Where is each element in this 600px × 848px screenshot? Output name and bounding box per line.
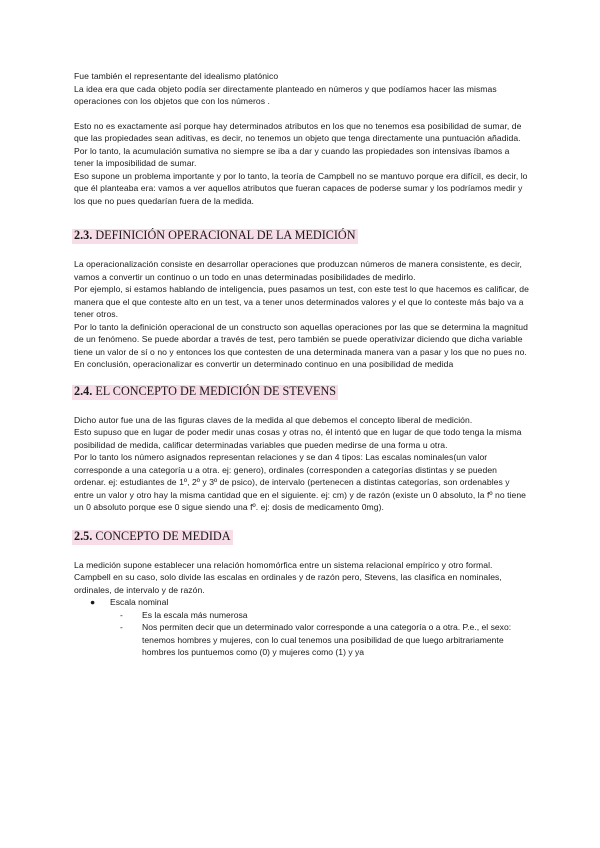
paragraph: La idea era que cada objeto podía ser directamente planteado en números y que podíamos hacer las mismas operaciones con los objetos que con los números . [74, 83, 497, 106]
dash-icon: - [120, 622, 123, 632]
paragraph: Por lo tanto la definición operacional de un constructo son aquellas operaciones por las que se determina la magnitud de un fenómeno. Se puede abordar a través de test, pero también se puede operativizar diciendo que dicha variable tiene un valor de sí o no y entonces los que contesten de una determinada manera van a pasar y los que no pues no. [74, 321, 528, 357]
paragraph: La operacionalización consiste en desarrollar operaciones que produzcan números de manera consistente, es decir, vamos a convertir un continuo o un todo en unas determinadas posibilidades de medirlo. [74, 259, 522, 282]
dash-icon: - [120, 609, 123, 620]
paragraph: Por lo tanto los número asignados representan relaciones y se dan 4 tipos: Las escalas nominales(un valor corresponde a una categoría u a otra. ej: genero), ordinales (corresponden a categorías distintas y se pueden ordenar. ej: estudiantes de 1º, 2º y 3º de psico), de intervalo (pertenecen a distintas categorías, son ordenables y entre un valor y otro hay la misma cantidad que en el siguiente. ej: cm) y de razón (existe un 0 absoluto, la fº no tiene un 0 absoluto porque ese 0 sigue siendo una fº. ej: dosis de medicamento 0mg). [74, 452, 527, 512]
paragraph: Dicho autor fue una de las figuras claves de la medida al que debemos el concepto liberal de medición. [74, 414, 473, 425]
list-item-text: Nos permiten decir que un determinado valor corresponde a una categoría o a otra. P.e., el sexo: tenemos hombres y mujeres, con lo cual tenemos una posibilidad de que luego arbitrariamente hombres los puntuemos como (0) y mujeres como (1) y ya [142, 622, 512, 657]
list-item-text: Escala nominal [110, 597, 169, 607]
paragraph: En conclusión, operacionalizar es convertir un determinado continuo en una posibilidad de medida [74, 359, 454, 369]
list-item-text: Es la escala más numerosa [142, 609, 248, 620]
paragraph: Por ejemplo, si estamos hablando de inteligencia, pues pasamos un test, con este test lo que hacemos es calificar, de manera que el que conteste alto en un test, va a tener unos determinados valores y el que lo conteste más bajo va a tener otros. [74, 284, 529, 319]
list-item [74, 596, 530, 609]
paragraph: Esto supuso que en lugar de poder medir unas cosas y otras no, él intentó que en lugar de que todo tenga la misma posibilidad de medida, calificar determinadas variables que pueden medirse de una forma u otra. [74, 427, 522, 450]
paragraph: Eso supone un problema importante y por lo tanto, la teoría de Campbell no se mantuvo porque era difícil, es decir, lo que él planteaba era: vamos a ver aquellos atributos que fueran capaces de poderse sumar y los podríamos medir y los que no pues quedarían fuera de la medida. [74, 170, 528, 206]
paragraph: Fue también el representante del idealismo platónico [74, 71, 279, 81]
paragraph: La medición supone establecer una relación homomórfica entre un sistema relacional empírico y otro formal. Campbell en su caso, solo divide las escalas en ordinales y de razón pero, Stevens, las clasifica en nominales, ordinales, de intervalo y de razón. [74, 559, 502, 595]
bullet-icon: ● [90, 597, 96, 607]
section-heading-2-3: 2.3. DEFINICIÓN OPERACIONAL DE LA MEDICIÓN [74, 228, 356, 242]
section-heading-2-5: 2.5. CONCEPTO DE MEDIDA [74, 528, 231, 543]
list-item [74, 621, 530, 659]
list-item [74, 609, 530, 622]
document-page [74, 70, 530, 659]
section-heading-2-4: 2.4. EL CONCEPTO DE MEDICIÓN DE STEVENS [74, 383, 337, 398]
paragraph: Esto no es exactamente así porque hay determinados atributos en los que no tenemos esa posibilidad de sumar, de que las propiedades sean aditivas, es decir, no tenemos un objeto que tenga directamente una puntuación añadida. Por lo tanto, la acumulación sumativa no siempre se iba a dar y cuando las propiedades son intensivas íbamos a tener la imposibilidad de sumar. [74, 120, 522, 168]
